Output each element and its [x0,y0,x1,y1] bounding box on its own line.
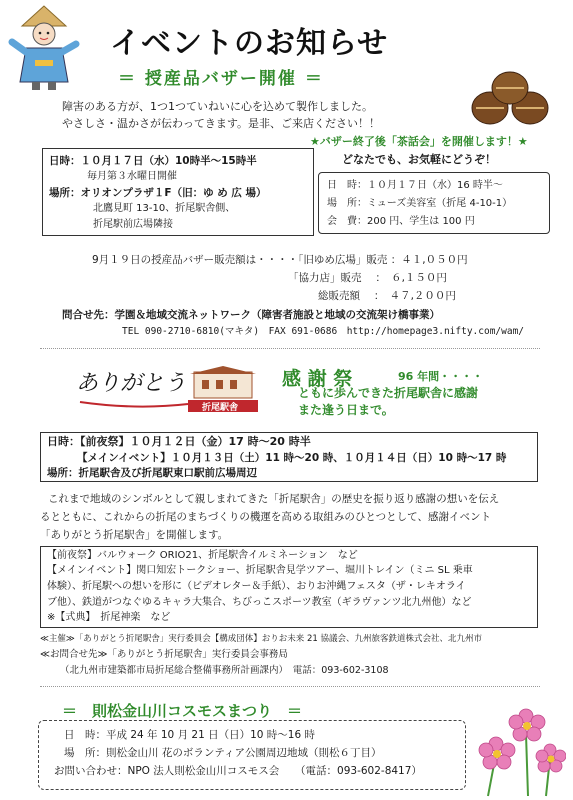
bazaar-title: ＝ 授産品バザー開催 ＝ [118,69,324,89]
thanks-desc2: るとともに、これからの折尾のまちづくりの機運を高める取組みのひとつとして、感謝イベント [40,511,491,523]
thanks-date2: 【メインイベント】１０月１３日（土）11 時～20 時、１０月１４日（日）10 時～17 時 [77,452,507,464]
cosmos-flowers-illustration [466,694,566,798]
thanks-desc1: これまで地域のシンボルとして親しまれてきた「折尾駅舎」の歴史を振り返り感謝の想いを伝え [48,493,500,505]
arigato-logo [76,366,262,414]
cosmos-place: 場 所：則松金山川 花のボランティア公園周辺地域（則松６丁目） [64,747,382,759]
bazaar-contact: 問合せ先：学園＆地域交流ネットワーク（障害者施設と地域の交流架け橋事業） [62,309,440,321]
arigato-logo-station: 折尾駅舎 [202,403,239,413]
cosmos-date: 日 時：平成 24 年 10 月 21 日（日）10 時～16 時 [64,729,316,741]
thanks-program-box [40,546,538,628]
thanks-program-line1: 【前夜祭】バルウォーク ORIO21、折尾駅舎イルミネーション など [47,550,358,561]
tea-party-date: 日 時：１０月１７日（水）16 時半～ [327,180,503,191]
tea-party-subtitle: どなたでも、お気軽にどうぞ！ [342,153,496,166]
page-title: イベントのお知らせ [110,26,389,61]
mascot-illustration [8,4,80,92]
thanks-organizer2: ≪お問合せ先≫「ありがとう折尾駅舎」実行委員会事務局 [40,649,288,660]
thanks-subtitle1: ともに歩んできた折尾駅舎に感謝 [298,386,479,400]
tea-party-place: 場 所：ミューズ美容室（折尾 4-10-1） [327,198,513,209]
tea-party-fee: 会 費：200 円、学生は 100 円 [327,216,475,227]
thanks-subtitle2: また逢う日まで。 [298,403,394,417]
barrels-illustration [468,70,554,126]
bazaar-info-box [42,148,314,236]
bazaar-monthly: 毎月第３水曜日開催 [87,171,177,182]
sales-line1: 9月１９日の授産品バザー販売額は・・・・「旧ゆめ広場」販売 ：４１,０５０円 [92,254,468,266]
tea-party-title: ★バザー終了後「茶話会」を開催します！★ [310,135,528,148]
section-divider [40,348,540,349]
thanks-program-line5: ※【式典】 折尾神楽 など [47,612,171,623]
cosmos-title: ＝ 則松金山川コスモスまつり ＝ [62,702,303,720]
thanks-program-line4: ブ他）、鉄道がつなぐゆるキャラ大集合、ちびっこスポーツ教室（ギラヴァンツ北九州他）など [47,597,472,608]
sales-line3: 総販売額 ： ４７,２００円 [318,290,456,302]
thanks-title: 感 謝 祭 [282,368,353,390]
thanks-desc3: 「ありがとう折尾駅舎」を開催します。 [40,529,229,541]
thanks-info-box [40,432,538,482]
thanks-program-line3: 体験）、折尾駅への想いを形に（ビデオレター＆手紙）、おりお沖縄フェスタ（ザ・レキオライ [47,581,466,592]
thanks-years: 96 年間・・・・ [398,370,484,383]
tea-party-box [318,172,550,234]
sales-line2: 「協力店」販売 ： ６,１５０円 [288,272,447,284]
bazaar-intro-line2: やさしさ・温かさが伝わってきます。是非、ご来店ください！！ [62,117,381,130]
section-divider-2 [40,686,540,687]
bazaar-date: 日時：１０月１７日（水）10時半～15時半 [49,155,257,167]
thanks-organizer3: （北九州市建築都市局折尾総合整備事務所計画課内） 電話：093-602-3108 [60,665,389,676]
bazaar-contact-tel: TEL 090-2710-6810(マキタ) FAX 691-0686 http://homepage3.nifty.com/wam/ [122,326,525,337]
thanks-date1: 日時：【前夜祭】１０月１２日（金）17 時～20 時半 [47,435,311,448]
bazaar-place: 場所：オリオンプラザ１F（旧：ゆ め 広 場） [49,187,267,199]
bazaar-intro-line1: 障害のある方が、1つ1つていねいに心を込めて製作しました。 [62,100,373,113]
thanks-place: 場所：折尾駅舎及び折尾駅東口駅前広場周辺 [47,467,257,479]
thanks-organizer1: ≪主催≫「ありがとう折尾駅舎」実行委員会【構成団体】おりお未来 21 協議会、九州旅客鉄道株式会社、北九州市 [40,634,483,644]
bazaar-address1: 北鷹見町 13-10、折尾駅舎側、 [93,203,236,214]
thanks-program-line2: 【メインイベント】関口知宏トークショー、折尾駅舎見学ツアー、堀川トレイン（ミニ SL 乗車 [47,565,473,576]
arigato-logo-text: ありがとう [76,371,187,396]
bazaar-address2: 折尾駅前広場隣接 [93,219,173,230]
cosmos-contact: お問い合わせ：NPO 法人則松金山川コスモス会 （電話：093-602-8417） [54,765,422,777]
